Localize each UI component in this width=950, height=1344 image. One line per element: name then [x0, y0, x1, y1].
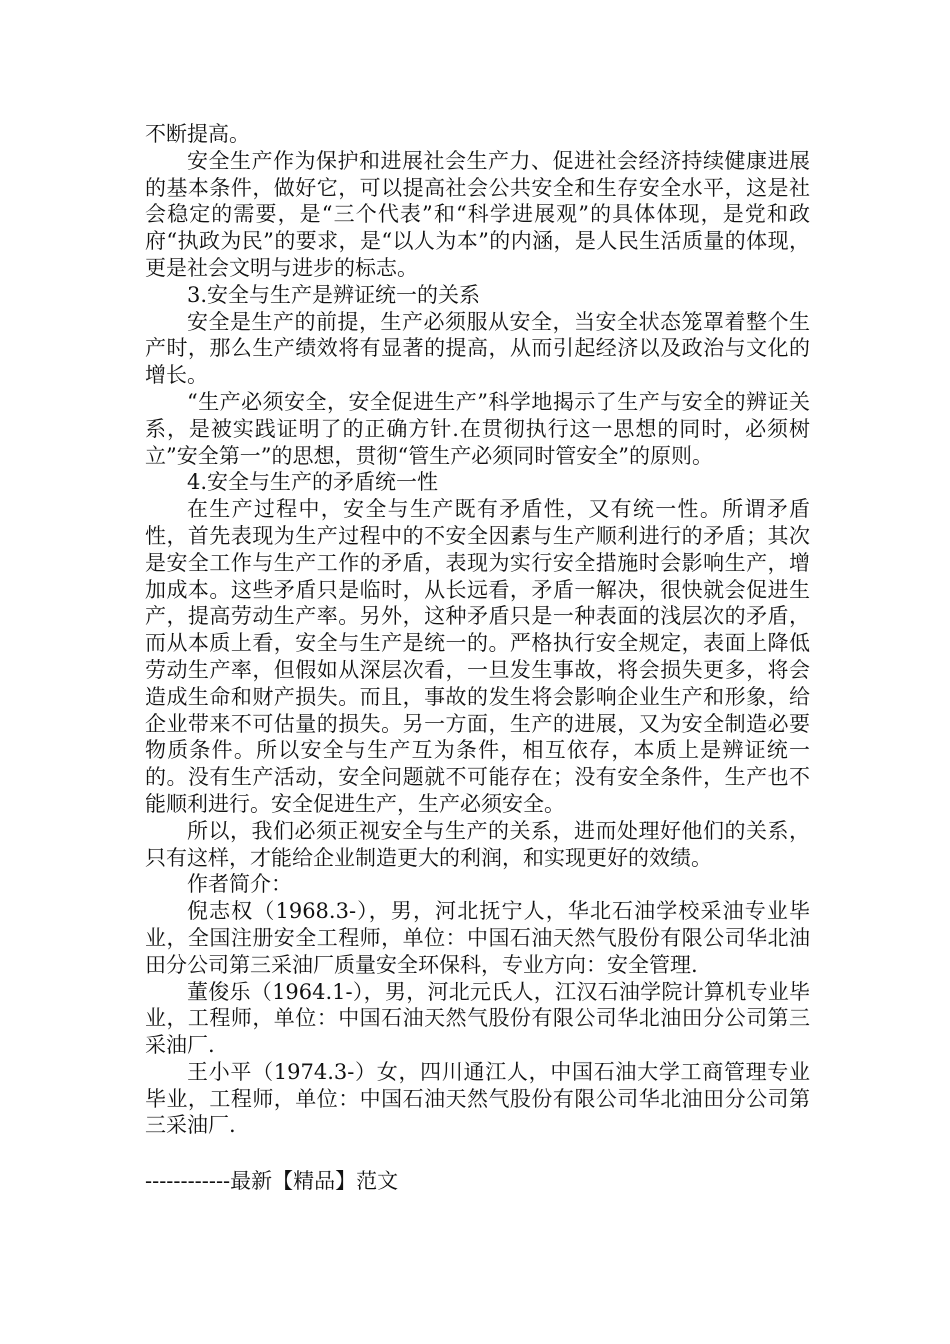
- author-bio-3: 王小平（1974.3-）女，四川通江人，中国石油大学工商管理专业毕业，工程师，单位：中国石油天然气股份有限公司华北油田分公司第三采油厂.: [145, 1059, 810, 1138]
- paragraph-continuation: 不断提高。: [145, 122, 250, 146]
- document-body: [145, 121, 810, 1139]
- paragraph-contradiction-unity: 在生产过程中，安全与生产既有矛盾性，又有统一性。所谓矛盾性，首先表现为生产过程中的不安全因素与生产顺利进行的矛盾；其次是安全工作与生产工作的矛盾，表现为实行安全措施时会影响生产，增加成本。这些矛盾只是临时，从长远看，矛盾一解决，很快就会促进生产，提高劳动生产率。另外，这种矛盾只是一种表面的浅层次的矛盾，而从本质上看，安全与生产是统一的。严格执行安全规定，表面上降低劳动生产率，但假如从深层次看，一旦发生事故，将会损失更多，将会造成生命和财产损失。而且，事故的发生将会影响企业生产和形象，给企业带来不可估量的损失。另一方面，生产的进展，又为安全制造必要物质条件。所以安全与生产互为条件，相互依存，本质上是辨证统一的。没有生产活动，安全问题就不可能存在；没有安全条件，生产也不能顺利进行。安全促进生产，生产必须安全。: [145, 497, 810, 816]
- page-footer: ------------最新【精品】范文: [145, 1169, 399, 1193]
- paragraph-conclusion: 所以，我们必须正视安全与生产的关系，进而处理好他们的关系，只有这样，才能给企业制造更大的利润，和实现更好的效绩。: [145, 818, 810, 870]
- paragraph-dialectical-relation: “生产必须安全，安全促进生产”科学地揭示了生产与安全的辨证关系，是被实践证明了的正确方针.在贯彻执行这一思想的同时，必须树立”安全第一”的思想，贯彻“管生产必须同时管安全”的原则。: [145, 389, 810, 468]
- paragraph-safety-production-role: 安全生产作为保护和进展社会生产力、促进社会经济持续健康进展的基本条件，做好它，可以提高社会公共安全和生存安全水平，这是社会稳定的需要，是“三个代表”和“科学进展观”的具体体现，是党和政府“执政为民”的要求，是“以人为本”的内涵，是人民生活质量的体现，更是社会文明与进步的标志。: [145, 148, 810, 280]
- author-bio-2: 董俊乐（1964.1-），男，河北元氏人，江汉石油学院计算机专业毕业，工程师，单位：中国石油天然气股份有限公司华北油田分公司第三采油厂.: [145, 979, 810, 1058]
- section-heading-3: 3.安全与生产是辨证统一的关系: [187, 282, 481, 307]
- author-bio-1: 倪志权（1968.3-），男，河北抚宁人，华北石油学校采油专业毕业，全国注册安全工程师，单位：中国石油天然气股份有限公司华北油田分公司第三采油厂质量安全环保科，专业方向：安全管理.: [145, 899, 810, 977]
- author-intro-heading: 作者简介：: [187, 872, 292, 897]
- section-heading-4: 4.安全与生产的矛盾统一性: [187, 470, 439, 495]
- paragraph-safety-premise: 安全是生产的前提，生产必须服从安全，当安全状态笼罩着整个生产时，那么生产绩效将有显著的提高，从而引起经济以及政治与文化的增长。: [145, 309, 810, 388]
